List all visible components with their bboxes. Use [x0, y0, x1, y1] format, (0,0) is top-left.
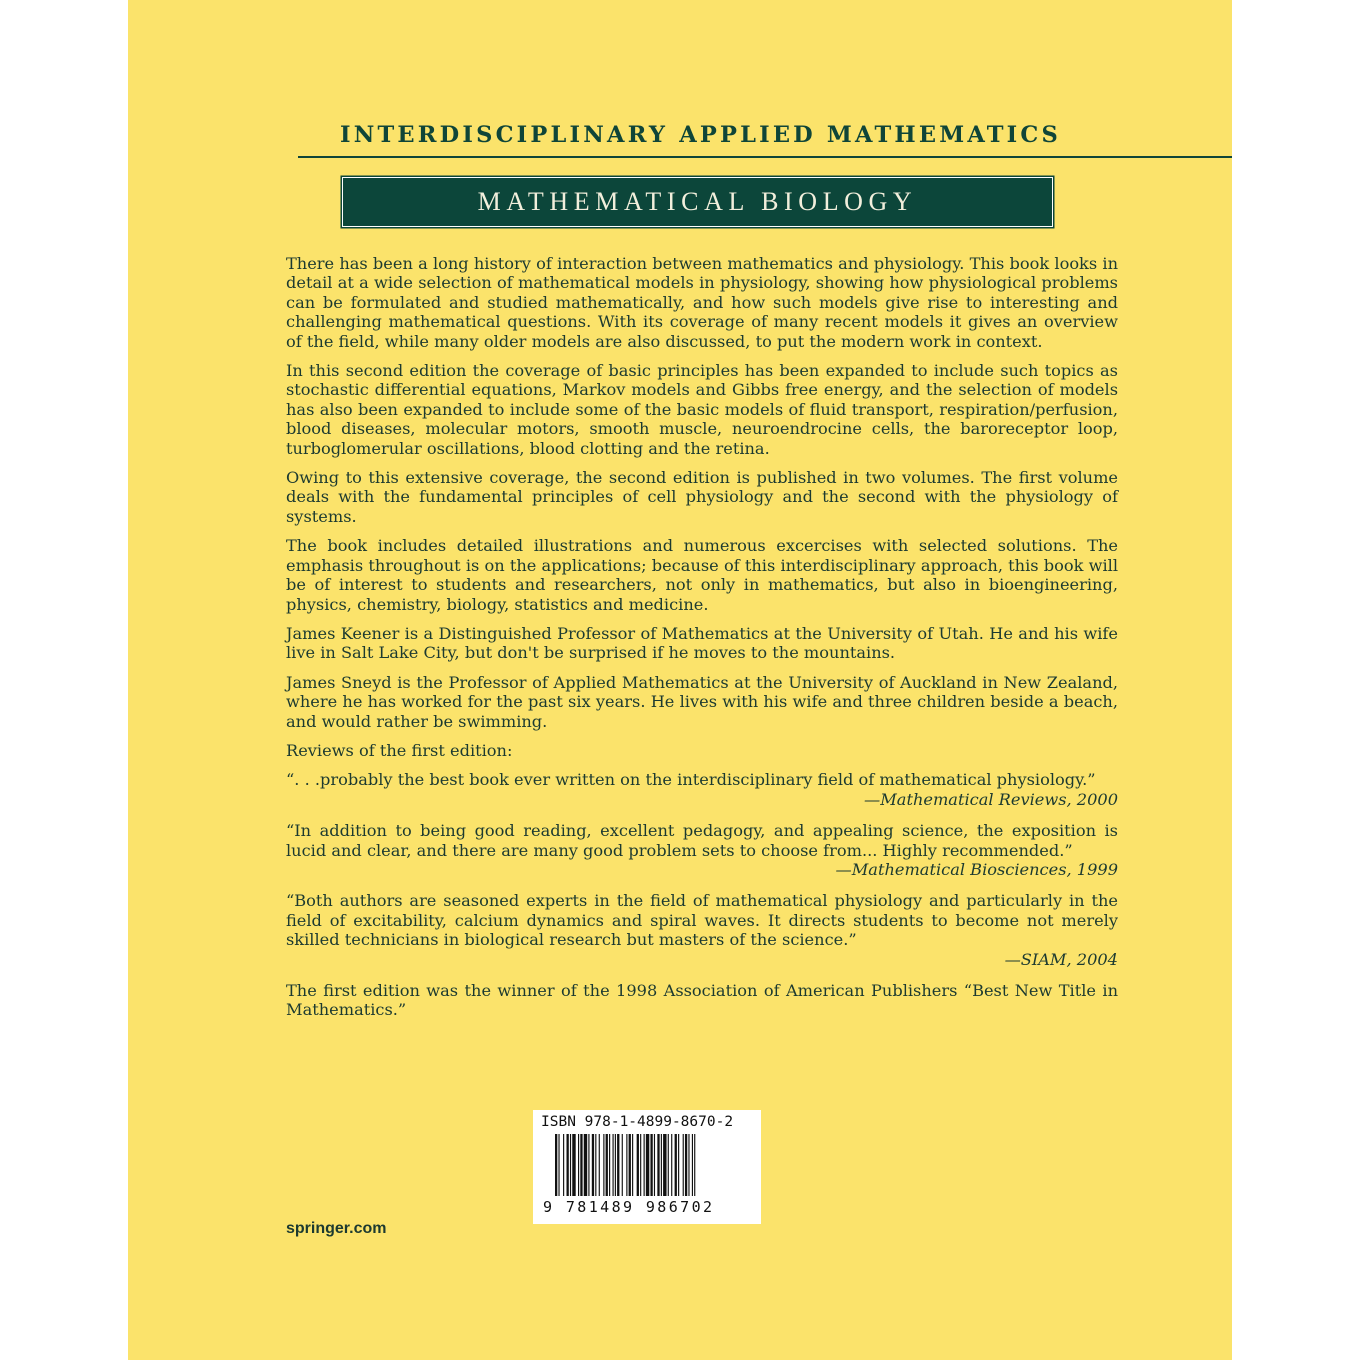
barcode-bar — [694, 1134, 695, 1196]
series-title: INTERDISCIPLINARY APPLIED MATHEMATICS — [340, 122, 1061, 148]
back-cover — [128, 0, 1232, 1360]
barcode-bar — [678, 1134, 679, 1196]
barcode-bar — [617, 1134, 619, 1196]
barcode-bar — [592, 1134, 594, 1196]
barcode-bar — [588, 1134, 589, 1196]
award-note: The first edition was the winner of the 1998 Association of American Publishers “Best New Title in Mathematics.” — [286, 981, 1118, 1020]
barcode-bar — [613, 1134, 614, 1196]
barcode-bar — [640, 1134, 641, 1196]
review-quote — [286, 770, 1118, 809]
barcode-bar — [654, 1134, 655, 1196]
author-bio-keener: James Keener is a Distinguished Professor of Mathematics at the University of Utah. He and his wife live in Salt Lake City, but don't be surprised if he moves to the mountains. — [286, 623, 1118, 663]
barcode-bar — [558, 1134, 559, 1196]
barcode-bar — [637, 1134, 639, 1196]
barcode-bar — [572, 1134, 575, 1196]
barcode-bar — [599, 1134, 600, 1196]
barcode-bar — [615, 1134, 616, 1196]
review-quote-source: —Mathematical Reviews, 2000 — [864, 789, 1118, 809]
subseries-banner — [342, 177, 1053, 227]
barcode-bar — [661, 1134, 662, 1196]
barcode-bar — [570, 1134, 571, 1196]
series-divider — [298, 156, 1232, 158]
barcode-bar — [629, 1134, 631, 1196]
barcode-bar — [606, 1134, 608, 1196]
author-bio-sneyd: James Sneyd is the Professor of Applied Mathematics at the University of Auckland in New Zealand, where he has worked for the past six years. He lives with his wife and three children beside a beach, and would rather be swimming. — [286, 672, 1118, 731]
description-paragraph: Owing to this extensive coverage, the second edition is published in two volumes. The first volume deals with the fundamental principles of cell physiology and the second with the physiology of systems. — [286, 468, 1118, 526]
back-cover-text — [286, 254, 1118, 1030]
reviews-heading: Reviews of the first edition: — [286, 740, 513, 760]
barcode-bar — [632, 1134, 633, 1196]
barcode-bar — [595, 1134, 596, 1196]
barcode-bar — [692, 1134, 693, 1196]
barcode-bar — [657, 1134, 659, 1196]
barcode-bar — [622, 1134, 623, 1196]
isbn-label: ISBN 978-1-4899-8670-2 — [541, 1114, 734, 1130]
barcode-bar — [644, 1134, 645, 1196]
barcode-bar — [555, 1134, 557, 1196]
review-quote-text: “. . .probably the best book ever written on the interdisciplinary field of mathematical physiology.” — [286, 770, 1096, 790]
barcode-bar — [663, 1134, 666, 1196]
barcode-bar — [650, 1134, 652, 1196]
publisher-website: springer.com — [286, 1220, 387, 1237]
review-quote-text: “Both authors are seasoned experts in the field of mathematical physiology and particularly in the field of excitability, calcium dynamics and spiral waves. It directs students to become not merely skilled technicians in biological research but masters of the science.” — [286, 891, 1118, 950]
review-quote-text: “In addition to being good reading, excellent pedagogy, and appealing science, the exposition is lucid and clear, and there are many good problem sets to choose from... Highly recommended.” — [286, 821, 1118, 860]
barcode-bar — [603, 1134, 604, 1196]
barcode-bar — [609, 1134, 610, 1196]
barcode-bar — [685, 1134, 687, 1196]
barcode-bar — [567, 1134, 569, 1196]
description-paragraph: In this second edition the coverage of basic principles has been expanded to include such topics as stochastic differential equations, Markov models and Gibbs free energy, and the selection of models has also been expanded to include some of the basic models of fluid transport, respiration/perfusion, blood diseases, molecular motors, smooth muscle, neuroendrocine cells, the baroreceptor loop, turboglomerular oscillations, blood clotting and the retina. — [286, 361, 1118, 458]
barcode-bar — [563, 1134, 564, 1196]
barcode-digits: 9 781489 986702 — [543, 1198, 715, 1216]
barcode-bar — [675, 1134, 677, 1196]
barcode-bar — [668, 1134, 669, 1196]
review-quote — [286, 821, 1118, 879]
review-quote — [286, 891, 1118, 969]
description-paragraph: There has been a long history of interaction between mathematics and physiology. This book looks in detail at a wide selection of mathematical models in physiology, showing how physiological problems can be formulated and studied mathematically, and how such models give rise to interesting and challenging mathematical questions. With its coverage of many recent models it gives an overview of the field, while many older models are also discussed, to put the modern work in context. — [286, 254, 1118, 351]
barcode-bar — [584, 1134, 587, 1196]
barcode-bar — [683, 1134, 684, 1196]
review-quote-source: —SIAM, 2004 — [1004, 949, 1118, 969]
barcode-bar — [578, 1134, 579, 1196]
barcode-bar — [671, 1134, 672, 1196]
barcode-bar — [580, 1134, 582, 1196]
review-quote-source: —Mathematical Biosciences, 1999 — [835, 859, 1118, 879]
description-paragraph: The book includes detailed illustrations and numerous excercises with selected solutions. The emphasis throughout is on the applications; because of this interdisciplinary approach, this book will be of interest to students and researchers, not only in mathematics, but also in bioengineering, physics, chemistry, biology, statistics and medicine. — [286, 536, 1118, 614]
isbn-barcode — [533, 1110, 761, 1224]
barcode-bar — [626, 1134, 627, 1196]
subseries-title: MATHEMATICAL BIOLOGY — [477, 187, 918, 216]
barcode-bar — [688, 1134, 689, 1196]
barcode-bar — [646, 1134, 649, 1196]
